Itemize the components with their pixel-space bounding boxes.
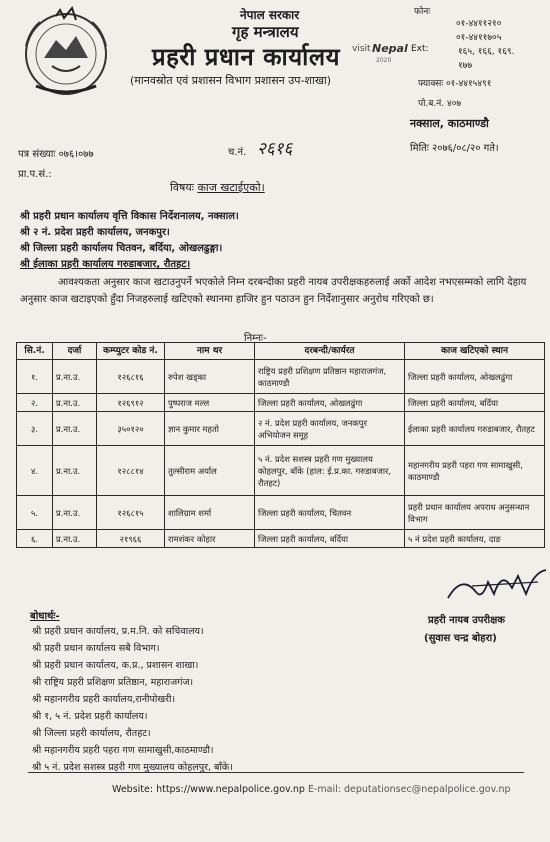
dispatch-number-label: च.नं. [228, 147, 247, 158]
table-row [17, 412, 545, 446]
ext-numbers: १६५, १६६, १६९. [458, 47, 515, 57]
cell-current-post: ५ नं. प्रदेश सशस्त्र प्रहरी गण मुख्यालय कोहलपुर, बाँके (हाल: ई.प्र.का. गरुडाबजार, रौतहट) [255, 446, 405, 496]
cell-current-post: राष्ट्रिय प्रहरी प्रशिक्षण प्रतिष्ठान महाराजगंज, काठमाण्डौ [255, 360, 405, 394]
column-header: सि.नं. [17, 343, 53, 360]
table-row [17, 496, 545, 530]
list-title: निम्नः- [244, 333, 267, 344]
visit-nepal-year: 2020 [376, 57, 392, 64]
cell-rank: प्र.ना.उ. [53, 360, 97, 394]
addressee: श्री ईलाका प्रहरी कार्यालय गरुडाबजार, रौतहट। [20, 259, 191, 270]
cell-serial: ३. [17, 412, 53, 446]
cell-name: शालिग्राम शर्मा [165, 496, 255, 530]
cc-item: श्री महानगरीय प्रहरी कार्यालय,रानीपोखरी। [32, 694, 176, 705]
ext-numbers: १७७ [458, 61, 473, 71]
cell-serial: १. [17, 360, 53, 394]
letter-number: पत्र संख्याः ०७६।०७७ [18, 149, 94, 160]
nepal-emblem-icon [16, 6, 116, 98]
cell-rank: प्र.ना.उ. [53, 412, 97, 446]
table-header-row [17, 343, 545, 360]
department-name: (मानवस्रोत एवं प्रशासन विभाग प्रशासन उप-शाखा) [130, 74, 331, 87]
cell-rank: प्र.ना.उ. [53, 394, 97, 412]
cc-item: श्री १, ५ नं. प्रदेश प्रहरी कार्यालय। [32, 711, 148, 722]
visit-prefix: visit [352, 44, 371, 54]
cell-serial: ६. [17, 530, 53, 548]
cell-code: १२८८१४ [97, 446, 165, 496]
column-header: कम्प्युटर कोड नं. [97, 343, 165, 360]
cell-deputed-to: प्रहरी प्रधान कार्यालय अपराध अनुसन्धान विभाग [405, 496, 545, 530]
cell-deputed-to: महानगरीय प्रहरी पहरा गण सामाखुसी, काठमाण्डौ [405, 446, 545, 496]
subject-line [170, 180, 265, 195]
table-row [17, 530, 545, 548]
cc-item: श्री प्रहरी प्रधान कार्यालय, प्र.म.नि. को सचिवालय। [32, 626, 204, 637]
cell-name: तुल्सीराम अर्याल [165, 446, 255, 496]
column-header: काज खटिएको स्थान [405, 343, 545, 360]
cell-deputed-to: ईलाका प्रहरी कार्यालय गरुडाबजार, रौतहट [405, 412, 545, 446]
subject-text: काज खटाईएको। [197, 181, 265, 194]
table-row [17, 360, 545, 394]
cell-current-post: जिल्ला प्रहरी कार्यालय, बर्दिया [255, 530, 405, 548]
cell-serial: ५. [17, 496, 53, 530]
ministry-name: गृह मन्त्रालय [232, 23, 299, 41]
letter-date: मितिः २०७६/०८/२० गते। [410, 143, 499, 154]
visit-nepal-logo: Nepal [372, 42, 408, 55]
signatory-name: (सुवास चन्द्र बोहरा) [424, 633, 497, 644]
cell-code: १२६८१६ [97, 360, 165, 394]
cell-code: ३५०१२० [97, 412, 165, 446]
office-name: प्रहरी प्रधान कार्यालय [152, 43, 341, 71]
cell-current-post: जिल्ला प्रहरी कार्यालय, ओखलढुंगा [255, 394, 405, 412]
cc-item: श्री ५ नं. प्रदेश सशस्त्र प्रहरी गण मुख्यालय कोहलपुर, बाँके। [32, 762, 233, 773]
footer-email[interactable]: E-mail: deputationsec@nepalpolice.gov.np [308, 784, 511, 795]
addressee: श्री जिल्ला प्रहरी कार्यालय चितवन, बर्दिया, ओखलढुङ्गा। [20, 243, 223, 254]
table-row [17, 446, 545, 496]
cc-item: श्री राष्ट्रिय प्रहरी प्रशिक्षण प्रतिष्ठान, महाराजगंज। [32, 677, 194, 688]
cell-rank: प्र.ना.उ. [53, 496, 97, 530]
cell-rank: प्र.ना.उ. [53, 446, 97, 496]
cell-name: पुष्पराज मल्ल [165, 394, 255, 412]
footer-website[interactable]: Website: https://www.nepalpolice.gov.np [112, 784, 305, 795]
signatory-title: प्रहरी नायब उपरीक्षक [428, 615, 505, 626]
column-header: दरबन्दी/कार्यरत [255, 343, 405, 360]
ext-label: Ext: [411, 44, 429, 54]
cell-current-post: २ नं. प्रदेश प्रहरी कार्यालय, जनकपुर अभियोजन समूह [255, 412, 405, 446]
cell-code: १२६९१२ [97, 394, 165, 412]
cell-name: रुपेश खड्का [165, 360, 255, 394]
cell-serial: २. [17, 394, 53, 412]
letter-body: आवश्यकता अनुसार काज खटाउनुपर्ने भएकोले निम्न दरबन्दीका प्रहरी नायब उपरीक्षकहरुलाई अर्को आदेश नभएसम्मको लागि देहाय अनुसार काज खटाइएको हुँदा निजहरुलाई खटिएको स्थानमा हाजिर हुन पठाउन हुन निर्देशानुसार अनुरोध गरिएको छ। [20, 277, 527, 305]
po-box: पो.ब.नं. ४०७ [418, 99, 462, 109]
cc-title: बोधार्थः- [30, 611, 60, 622]
cell-code: २१९६६ [97, 530, 165, 548]
signature-icon [442, 564, 550, 604]
cell-current-post: जिल्ला प्रहरी कार्यालय, चितवन [255, 496, 405, 530]
cell-code: १२६८१५ [97, 496, 165, 530]
received-number: प्रा.प.सं.: [18, 169, 52, 180]
table-row [17, 394, 545, 412]
addressee: श्री प्रहरी प्रधान कार्यालय वृत्ति विकास निर्देशनालय, नक्साल। [20, 211, 239, 222]
phone-number: ०१-४४११७०५ [456, 33, 502, 43]
footer [112, 784, 511, 795]
phone-label: फोनः [414, 7, 431, 17]
deputation-table [16, 342, 545, 548]
cell-deputed-to: जिल्ला प्रहरी कार्यालय, ओखलढुंगा [405, 360, 545, 394]
dispatch-number-value: २६१६ [257, 139, 293, 159]
cc-item: श्री जिल्ला प्रहरी कार्यालय, रौतहट। [32, 728, 151, 739]
footer-divider [28, 772, 524, 773]
column-header: दर्जा [53, 343, 97, 360]
cc-item: श्री प्रहरी प्रधान कार्यालय, क.प्र., प्रशासन शाखा। [32, 660, 199, 671]
cell-serial: ४. [17, 446, 53, 496]
cell-name: रामशंकर कोहार [165, 530, 255, 548]
cell-rank: प्र.ना.उ. [53, 530, 97, 548]
phone-number: ०१-४४११२१० [456, 19, 502, 29]
cell-name: ज्ञान कुमार महतो [165, 412, 255, 446]
cell-deputed-to: जिल्ला प्रहरी कार्यालय, बर्दिया [405, 394, 545, 412]
office-city: नक्साल, काठमाण्डौ [410, 117, 489, 130]
fax-number: फ्याक्सः ०१-४४१५४९१ [418, 79, 492, 89]
column-header: नाम थर [165, 343, 255, 360]
cc-item: श्री महानगरीय प्रहरी पहरा गण सामाखुसी,काठमाण्डौ। [32, 745, 214, 756]
cc-item: श्री प्रहरी प्रधान कार्यालय सबै विभाग। [32, 643, 160, 654]
government-name: नेपाल सरकार [240, 8, 300, 22]
addressee: श्री २ नं. प्रदेश प्रहरी कार्यालय, जनकपुर। [20, 227, 170, 238]
subject-label: विषयः [170, 181, 194, 194]
cell-deputed-to: ५ नं प्रदेश प्रहरी कार्यालय, दाङ [405, 530, 545, 548]
